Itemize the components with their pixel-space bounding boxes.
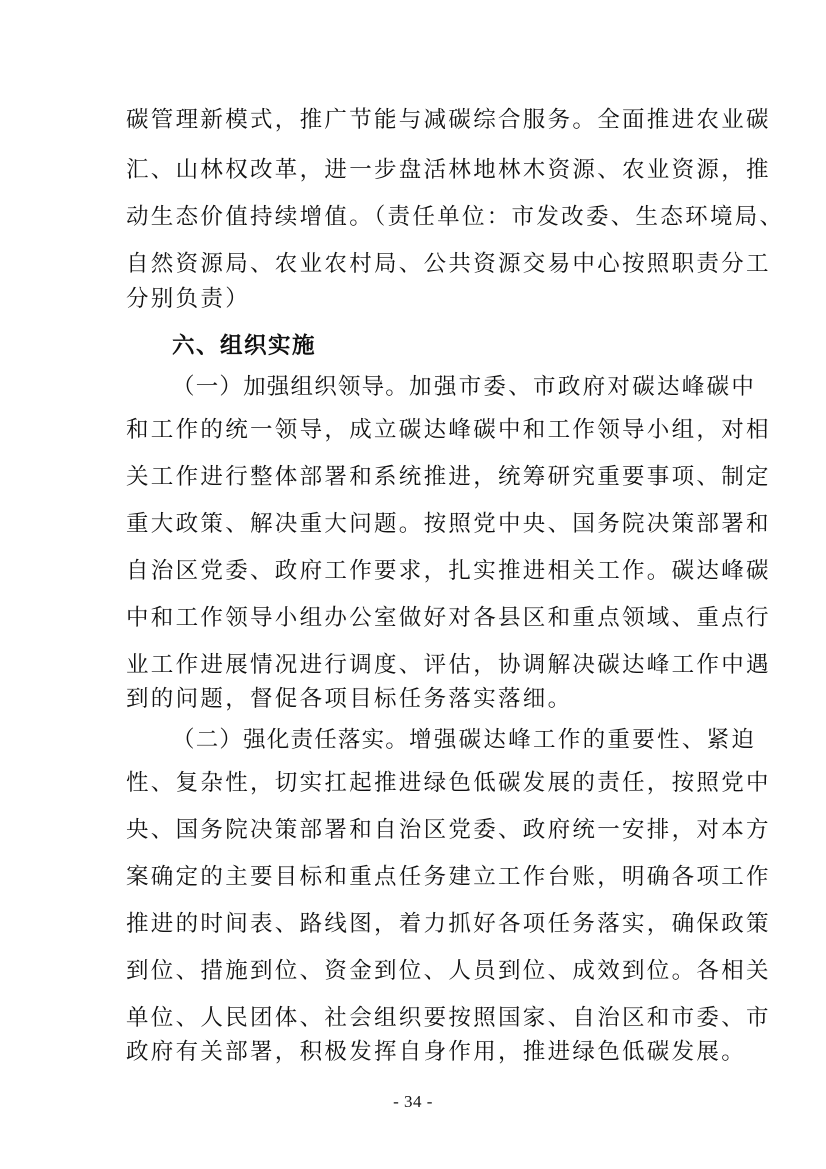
- text-line: 业工作进展情况进行调度、评估，协调解决碳达峰工作中遇: [126, 652, 771, 678]
- text-line: 中和工作领导小组办公室做好对各县区和重点领域、重点行: [126, 605, 771, 631]
- text-line: 关工作进行整体部署和系统推进，统筹研究重要事项、制定: [126, 464, 771, 490]
- text-line: 案确定的主要目标和重点任务建立工作台账，明确各项工作: [126, 864, 771, 890]
- section-heading: 六、组织实施: [172, 333, 317, 359]
- paragraph-first-line: [172, 372, 756, 402]
- text-line: 到的问题，督促各项目标任务落实落细。: [126, 686, 573, 712]
- text-line: 性、复杂性，切实扛起推进绿色低碳发展的责任，按照党中: [126, 770, 771, 796]
- paragraph-first-line-text: 增强碳达峰工作的重要性、紧迫: [409, 727, 757, 753]
- paragraph-first-line: [172, 725, 756, 755]
- text-line: 自然资源局、农业农村局、公共资源交易中心按照职责分工: [126, 251, 771, 277]
- text-line: 动生态价值持续增值。（责任单位：市发改委、生态环境局、: [126, 204, 785, 230]
- page-number: - 34 -: [393, 1092, 433, 1111]
- text-line: 和工作的统一领导，成立碳达峰碳中和工作领导小组，对相: [126, 417, 771, 443]
- text-line: 汇、山林权改革，进一步盘活林地林木资源、农业资源，推: [126, 157, 771, 183]
- text-line: 到位、措施到位、资金到位、人员到位、成效到位。各相关: [126, 958, 771, 984]
- text-line: 单位、人民团体、社会组织要按照国家、自治区和市委、市: [126, 1005, 771, 1031]
- text-line: 央、国务院决策部署和自治区党委、政府统一安排，对本方: [126, 817, 771, 843]
- text-line: 重大政策、解决重大问题。按照党中央、国务院决策部署和: [126, 511, 771, 537]
- text-line: 碳管理新模式，推广节能与减碳综合服务。全面推进农业碳: [126, 107, 771, 133]
- text-line: 推进的时间表、路线图，着力抓好各项任务落实，确保政策: [126, 911, 771, 937]
- text-line: 自治区党委、政府工作要求，扎实推进相关工作。碳达峰碳: [126, 558, 771, 584]
- paragraph-first-line-text: 加强市委、市政府对碳达峰碳中: [409, 374, 757, 400]
- text-line: 政府有关部署，积极发挥自身作用，推进绿色低碳发展。: [126, 1039, 747, 1065]
- paragraph-lead: （一）加强组织领导。: [172, 374, 410, 400]
- paragraph-lead: （二）强化责任落实。: [172, 727, 410, 753]
- text-line: 分别负责）: [126, 286, 251, 312]
